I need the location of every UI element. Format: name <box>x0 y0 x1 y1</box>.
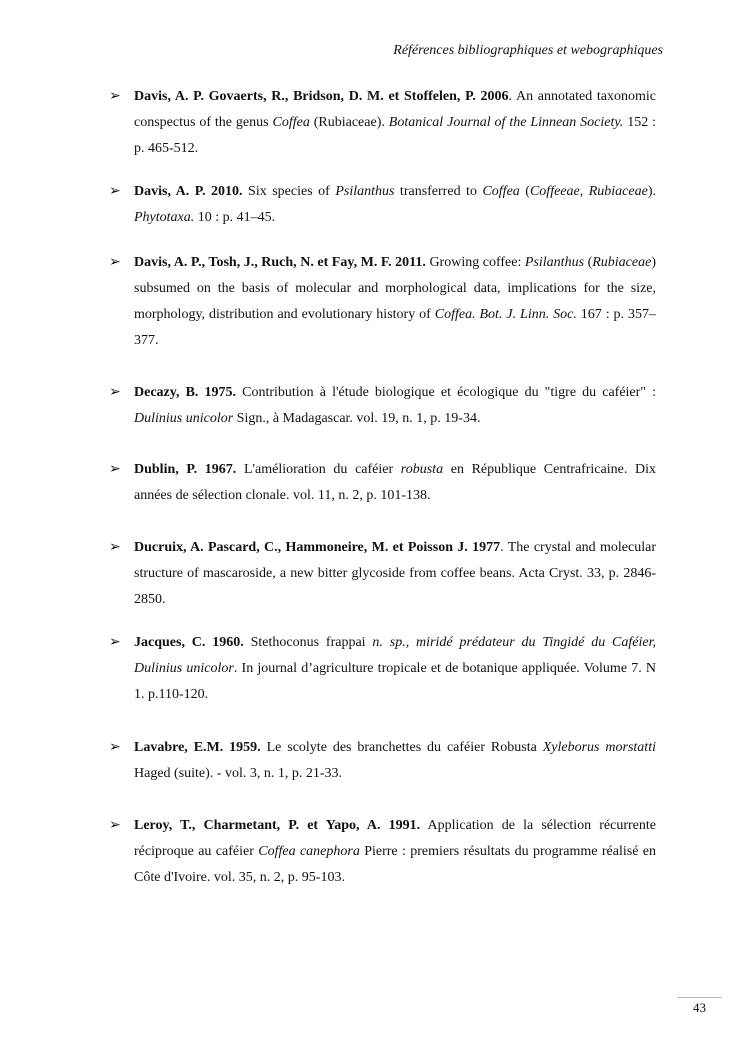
reference-segment: ( <box>584 255 593 270</box>
reference-text <box>134 380 656 432</box>
reference-jacques-1960 <box>109 630 656 708</box>
arrow-bullet-icon: ➢ <box>109 255 121 270</box>
arrow-bullet-icon: ➢ <box>109 635 121 650</box>
reference-segment: Six species of <box>242 184 336 199</box>
reference-segment: Sign., à Madagascar. vol. 19, n. 1, p. 19-34. <box>233 411 481 426</box>
reference-segment: ). <box>647 184 656 199</box>
reference-segment: Stethoconus frappai <box>243 635 373 650</box>
reference-segment: , <box>579 184 589 199</box>
reference-segment: Pierre : premiers résultats du programme réalisé en Côte d'Ivoire. vol. 35, n. 2, p. 95-103. <box>134 844 656 885</box>
reference-italic-segment: Psilanthus <box>524 255 585 270</box>
reference-segment: Application de la sélection récurrente réciproque au caféier <box>134 818 656 859</box>
arrow-bullet-icon: ➢ <box>109 385 121 400</box>
reference-segment: Haged (suite). - vol. 3, n. 1, p. 21-33. <box>134 766 343 781</box>
reference-italic-segment: Coffea <box>482 184 520 199</box>
arrow-bullet-icon: ➢ <box>109 184 121 199</box>
reference-italic-segment: Coffea canephora <box>258 844 360 859</box>
reference-authors: Dublin, P. 1967. <box>134 462 237 477</box>
reference-italic-segment: Coffeeae <box>529 184 580 199</box>
reference-text <box>134 813 656 891</box>
reference-italic-segment: robusta <box>400 462 444 477</box>
reference-segment: L'amélioration du caféier <box>236 462 401 477</box>
reference-italic-segment: Coffea <box>272 115 310 130</box>
reference-segment: . In journal d’agriculture tropicale et de botanique appliquée. Volume 7. N 1. p.110-120. <box>134 661 656 702</box>
reference-text <box>134 457 656 509</box>
reference-authors: Jacques, C. 1960. <box>134 635 244 650</box>
reference-text <box>134 179 656 231</box>
reference-italic-segment: Rubiaceae <box>592 255 652 270</box>
reference-segment: en République Centrafricaine. Dix années de sélection clonale. vol. 11, n. 2, p. 101-138. <box>134 462 656 503</box>
reference-segment: Contribution à l'étude biologique et écologique du "tigre du caféier" : <box>236 385 656 400</box>
reference-segment: ( <box>519 184 530 199</box>
arrow-bullet-icon: ➢ <box>109 818 121 833</box>
reference-segment: . The crystal and molecular structure of mascaroside, a new bitter glycoside from coffee beans. Acta Cryst. 33, p. 2846-2850. <box>134 540 656 607</box>
reference-segment: ) subsumed on the basis of molecular and morphological data, implications for the size, morphology, distribution and evolutionary history of <box>134 255 656 322</box>
reference-davis-2011 <box>109 250 656 354</box>
reference-segment: (Rubiaceae). <box>309 115 389 130</box>
running-header: Références bibliographiques et webographiques <box>393 43 663 58</box>
reference-segment: 167 : p. 357–377. <box>134 307 656 348</box>
reference-authors: Lavabre, E.M. 1959. <box>134 740 261 755</box>
reference-italic-segment: Psilanthus <box>335 184 395 199</box>
reference-davis-2006 <box>109 84 656 162</box>
reference-segment: transferred to <box>394 184 483 199</box>
reference-davis-2010 <box>109 179 656 231</box>
reference-text <box>134 535 656 613</box>
arrow-bullet-icon: ➢ <box>109 540 121 555</box>
reference-dublin-1967 <box>109 457 656 509</box>
arrow-bullet-icon: ➢ <box>109 89 121 104</box>
reference-decazy-1975 <box>109 380 656 432</box>
reference-journal: Coffea. Bot. J. Linn. Soc. <box>434 307 577 322</box>
reference-text <box>134 735 656 787</box>
reference-authors: Decazy, B. 1975. <box>134 385 237 400</box>
reference-lavabre-1959 <box>109 735 656 787</box>
reference-segment: 10 : p. 41–45. <box>194 210 276 225</box>
reference-authors: Davis, A. P. Govaerts, R., Bridson, D. M. et Stoffelen, P. 2006 <box>134 89 509 104</box>
reference-italic-segment: n. sp., miridé prédateur du Tingidé du Caféier, Dulinius unicolor <box>134 635 657 676</box>
reference-segment: 152 : p. 465-512. <box>134 115 657 156</box>
arrow-bullet-icon: ➢ <box>109 740 121 755</box>
reference-text <box>134 84 656 162</box>
reference-authors: Ducruix, A. Pascard, C., Hammoneire, M. et Poisson J. 1977 <box>134 540 501 555</box>
reference-text <box>134 630 656 708</box>
footer-divider <box>677 997 722 998</box>
reference-italic-segment: Rubiaceae <box>588 184 648 199</box>
reference-journal: Botanical Journal of the Linnean Society. <box>388 115 624 130</box>
reference-italic-segment: Xyleborus morstatti <box>542 740 656 755</box>
reference-journal: Phytotaxa. <box>134 210 195 225</box>
reference-italic-segment: Dulinius unicolor <box>134 411 234 426</box>
reference-authors: Davis, A. P., Tosh, J., Ruch, N. et Fay, M. F. 2011. <box>134 255 426 270</box>
arrow-bullet-icon: ➢ <box>109 462 121 477</box>
reference-segment: Growing coffee: <box>425 255 525 270</box>
reference-segment: . An annotated taxonomic conspectus of the genus <box>134 89 656 130</box>
reference-ducruix-1977 <box>109 535 656 613</box>
reference-authors: Leroy, T., Charmetant, P. et Yapo, A. 1991. <box>134 818 421 833</box>
page-number: 43 <box>693 1000 706 1015</box>
reference-authors: Davis, A. P. 2010. <box>134 184 243 199</box>
reference-segment: Le scolyte des branchettes du caféier Robusta <box>260 740 543 755</box>
reference-text <box>134 250 656 354</box>
reference-leroy-1991 <box>109 813 656 891</box>
